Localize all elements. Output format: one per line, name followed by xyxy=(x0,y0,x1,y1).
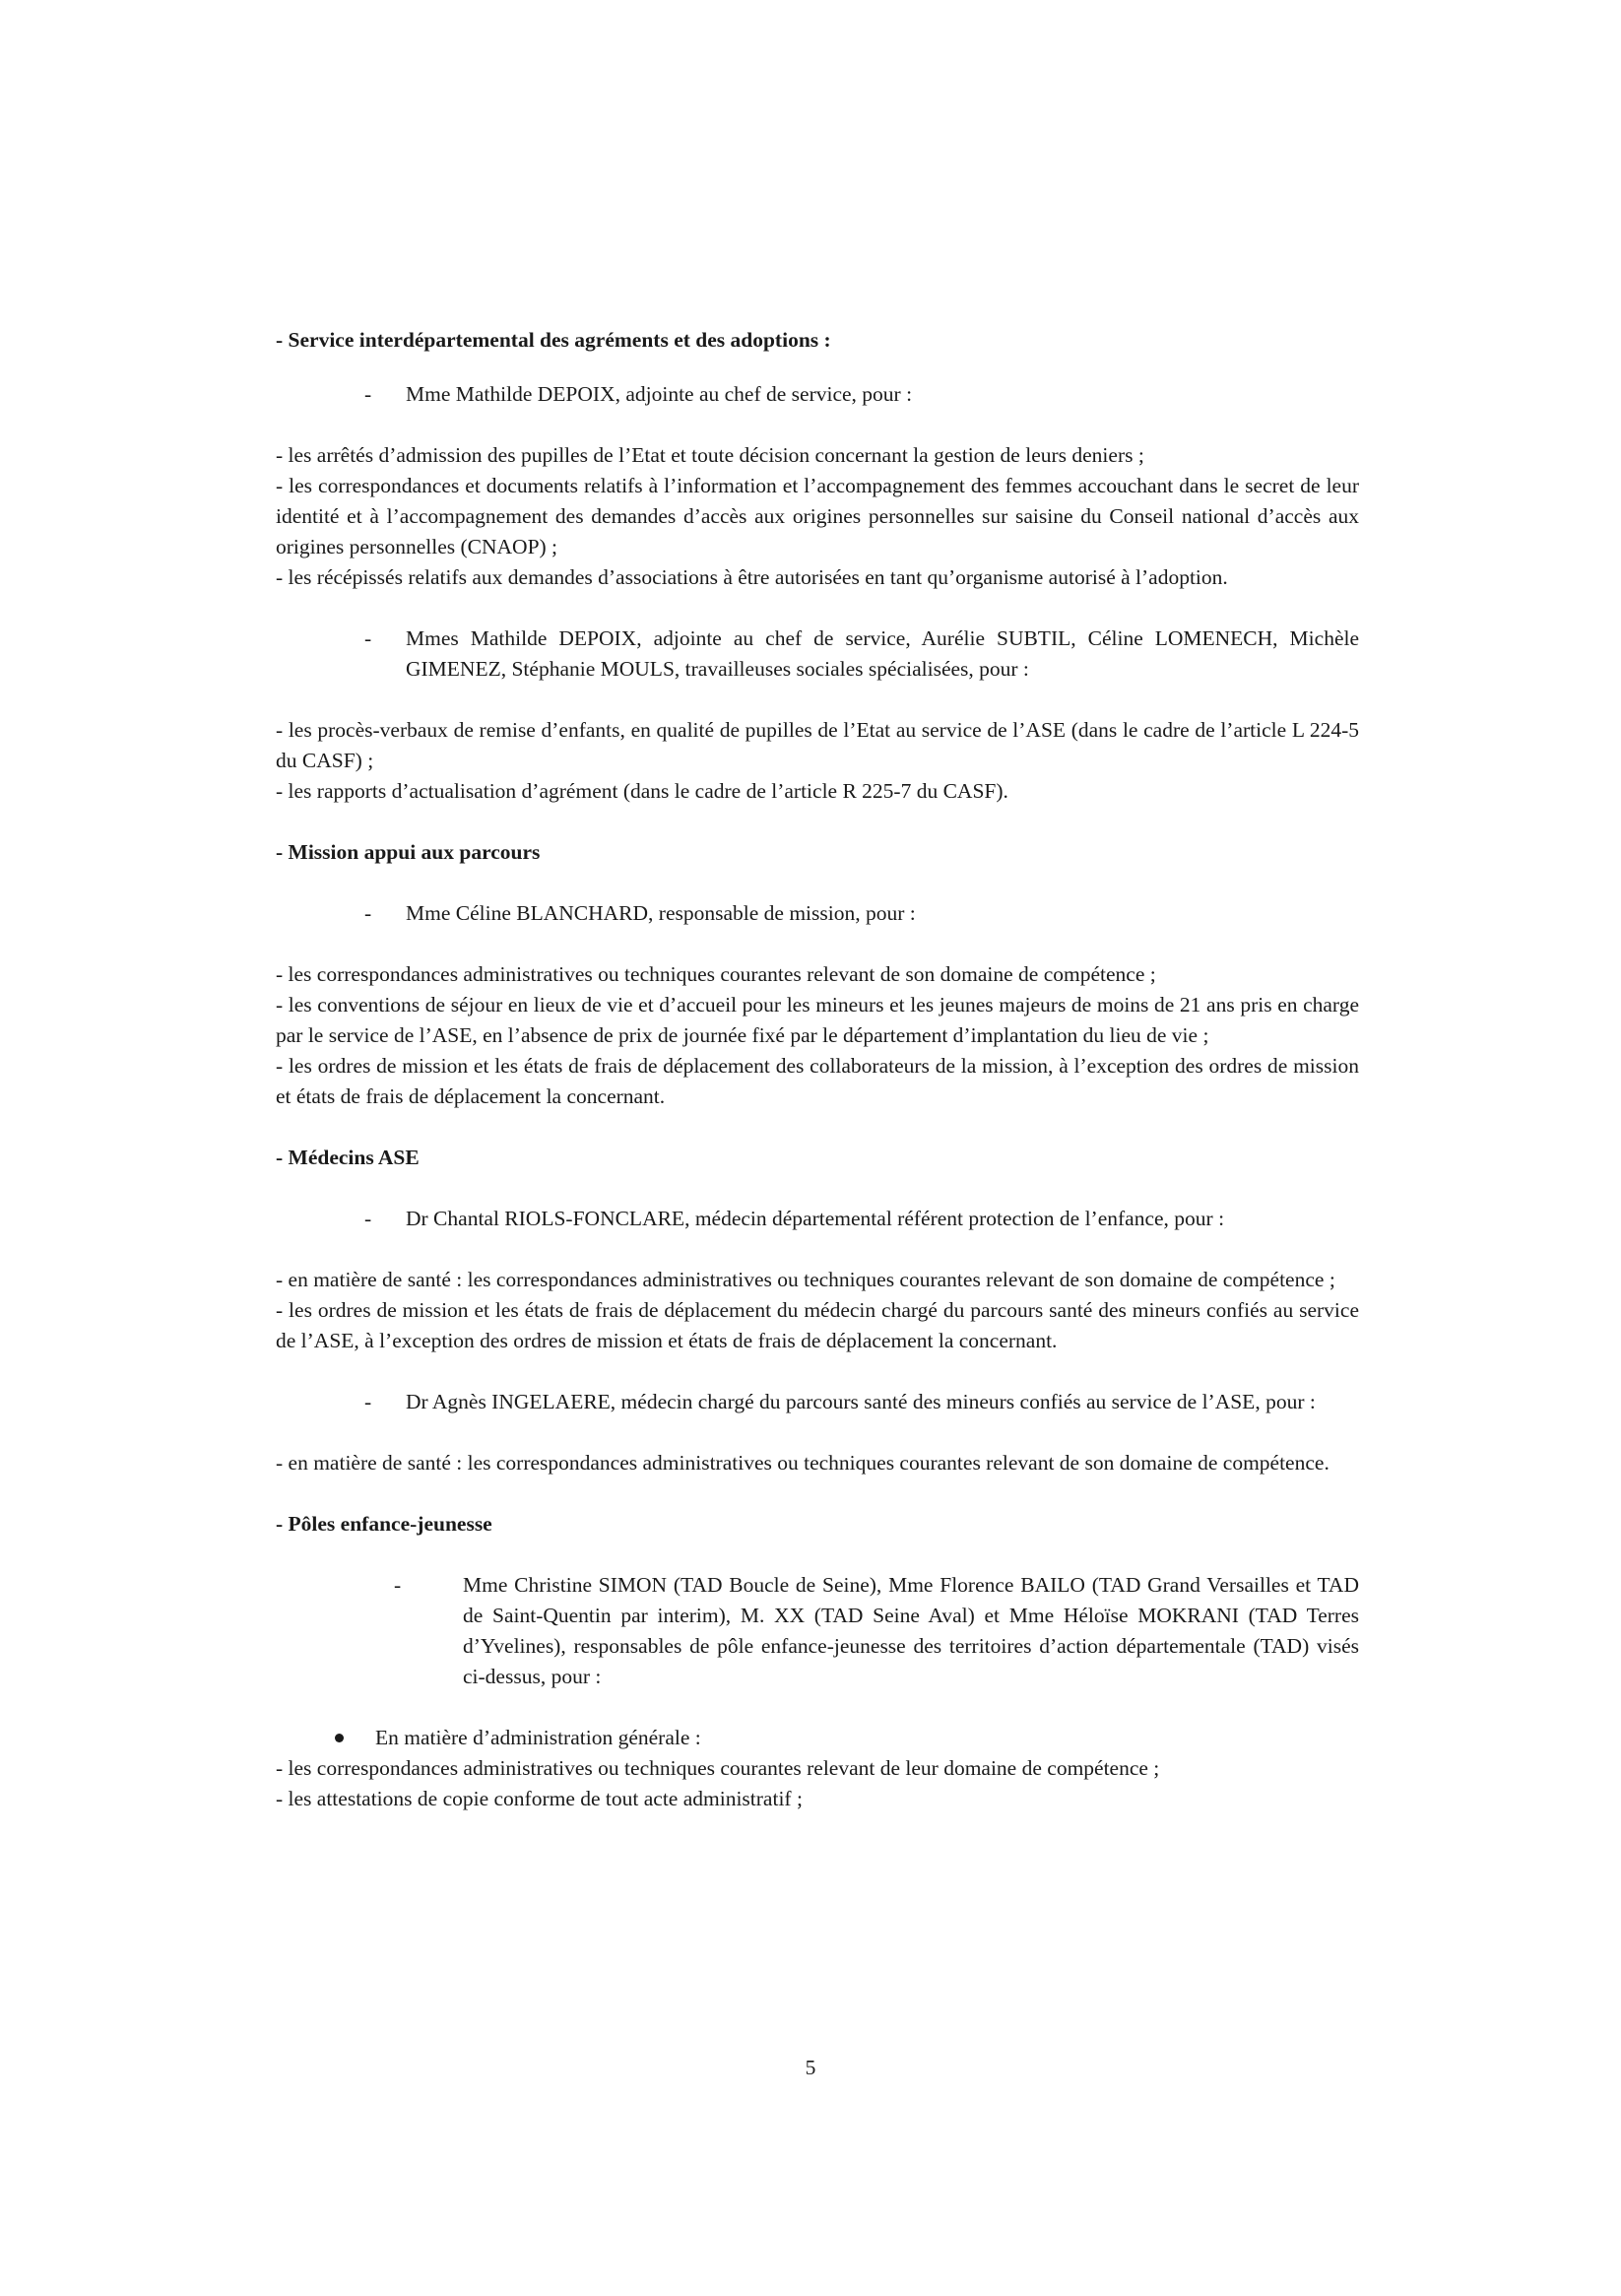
paragraph-line: - les rapports d’actualisation d’agrément (dans le cadre de l’article R 225-7 du CASF). xyxy=(276,779,1008,803)
paragraph-line: - les arrêtés d’admission des pupilles de l’Etat et toute décision concernant la gestion de leurs deniers ; xyxy=(276,443,1144,467)
paragraph xyxy=(276,1753,1359,1814)
paragraph xyxy=(276,959,1359,1112)
dash-marker: - xyxy=(364,626,372,650)
paragraph-line: - les conventions de séjour en lieux de vie et d’accueil pour les mineurs et les jeunes majeurs de moins de 21 ans pris en charge par le service de l’ASE, en l’absence de prix de journée fixé par le département d’implantation du lieu de vie ; xyxy=(276,993,1359,1047)
paragraph-line: - les correspondances administratives ou techniques courantes relevant de son domaine de compétence ; xyxy=(276,962,1156,986)
dash-marker: - xyxy=(364,382,372,406)
paragraph xyxy=(276,440,1359,593)
section-heading: - Service interdépartemental des agréments et des adoptions : xyxy=(276,328,831,352)
bullet-text: En matière d’administration générale : xyxy=(375,1726,701,1749)
delegate-item xyxy=(394,1570,1359,1692)
paragraph-line: - les récépissés relatifs aux demandes d’associations à être autorisées en tant qu’organisme autorisé à l’adoption. xyxy=(276,565,1228,589)
delegate-item xyxy=(364,898,1359,929)
paragraph-line: - les ordres de mission et les états de frais de déplacement du médecin chargé du parcours santé des mineurs confiés au service de l’ASE, à l’exception des ordres de mission et états de frais de déplacement la concernant. xyxy=(276,1298,1359,1352)
paragraph xyxy=(276,715,1359,807)
delegate-item xyxy=(364,1204,1359,1234)
delegate-item xyxy=(364,1387,1359,1417)
paragraph-line: - les correspondances administratives ou techniques courantes relevant de leur domaine de compétence ; xyxy=(276,1756,1160,1780)
page-number: 5 xyxy=(805,2056,816,2079)
paragraph-line: - les procès-verbaux de remise d’enfants, en qualité de pupilles de l’Etat au service de l’ASE (dans le cadre de l’article L 224-5 du CASF) ; xyxy=(276,718,1359,772)
paragraph-line: - en matière de santé : les correspondances administratives ou techniques courantes relevant de son domaine de compétence ; xyxy=(276,1268,1335,1291)
delegate-text: Dr Agnès INGELAERE, médecin chargé du parcours santé des mineurs confiés au service de l’ASE, pour : xyxy=(406,1390,1316,1413)
paragraph-line: - en matière de santé : les correspondances administratives ou techniques courantes relevant de son domaine de compétence. xyxy=(276,1451,1329,1475)
paragraph-line: - les ordres de mission et les états de frais de déplacement des collaborateurs de la mission, à l’exception des ordres de mission et états de frais de déplacement la concernant. xyxy=(276,1054,1359,1108)
dash-marker: - xyxy=(364,1207,372,1230)
delegate-item xyxy=(364,623,1359,685)
bullet-dot-icon xyxy=(335,1734,344,1742)
delegate-text: Mmes Mathilde DEPOIX, adjointe au chef de service, Aurélie SUBTIL, Céline LOMENECH, Michèle GIMENEZ, Stéphanie MOULS, travailleuses sociales spécialisées, pour : xyxy=(406,626,1359,681)
paragraph-line: - les attestations de copie conforme de tout acte administratif ; xyxy=(276,1787,803,1810)
dash-marker: - xyxy=(364,1390,372,1413)
document-body xyxy=(276,325,1359,1814)
delegate-text: Mme Christine SIMON (TAD Boucle de Seine), Mme Florence BAILO (TAD Grand Versailles et TAD de Saint-Quentin par interim), M. XX (TAD Seine Aval) et Mme Héloïse MOKRANI (TAD Terres d’Yvelines), responsables de pôle enfance-jeunesse des territoires d’action départementale (TAD) visés ci-dessus, pour : xyxy=(463,1573,1359,1688)
dash-marker: - xyxy=(394,1573,402,1597)
delegate-text: Mme Céline BLANCHARD, responsable de mission, pour : xyxy=(406,901,916,925)
paragraph xyxy=(276,1448,1359,1478)
section-heading: - Mission appui aux parcours xyxy=(276,840,541,864)
bullet-item xyxy=(335,1723,1359,1753)
paragraph xyxy=(276,1265,1359,1356)
delegate-item xyxy=(364,379,1359,410)
section-heading: - Médecins ASE xyxy=(276,1146,420,1169)
delegate-text: Mme Mathilde DEPOIX, adjointe au chef de service, pour : xyxy=(406,382,913,406)
dash-marker: - xyxy=(364,901,372,925)
paragraph-line: - les correspondances et documents relatifs à l’information et l’accompagnement des femmes accouchant dans le secret de leur identité et à l’accompagnement des demandes d’accès aux origines personnelles sur saisine du Conseil national d’accès aux origines personnelles (CNAOP) ; xyxy=(276,474,1359,558)
delegate-text: Dr Chantal RIOLS-FONCLARE, médecin départemental référent protection de l’enfance, pour : xyxy=(406,1207,1225,1230)
section-heading: - Pôles enfance-jeunesse xyxy=(276,1512,492,1536)
